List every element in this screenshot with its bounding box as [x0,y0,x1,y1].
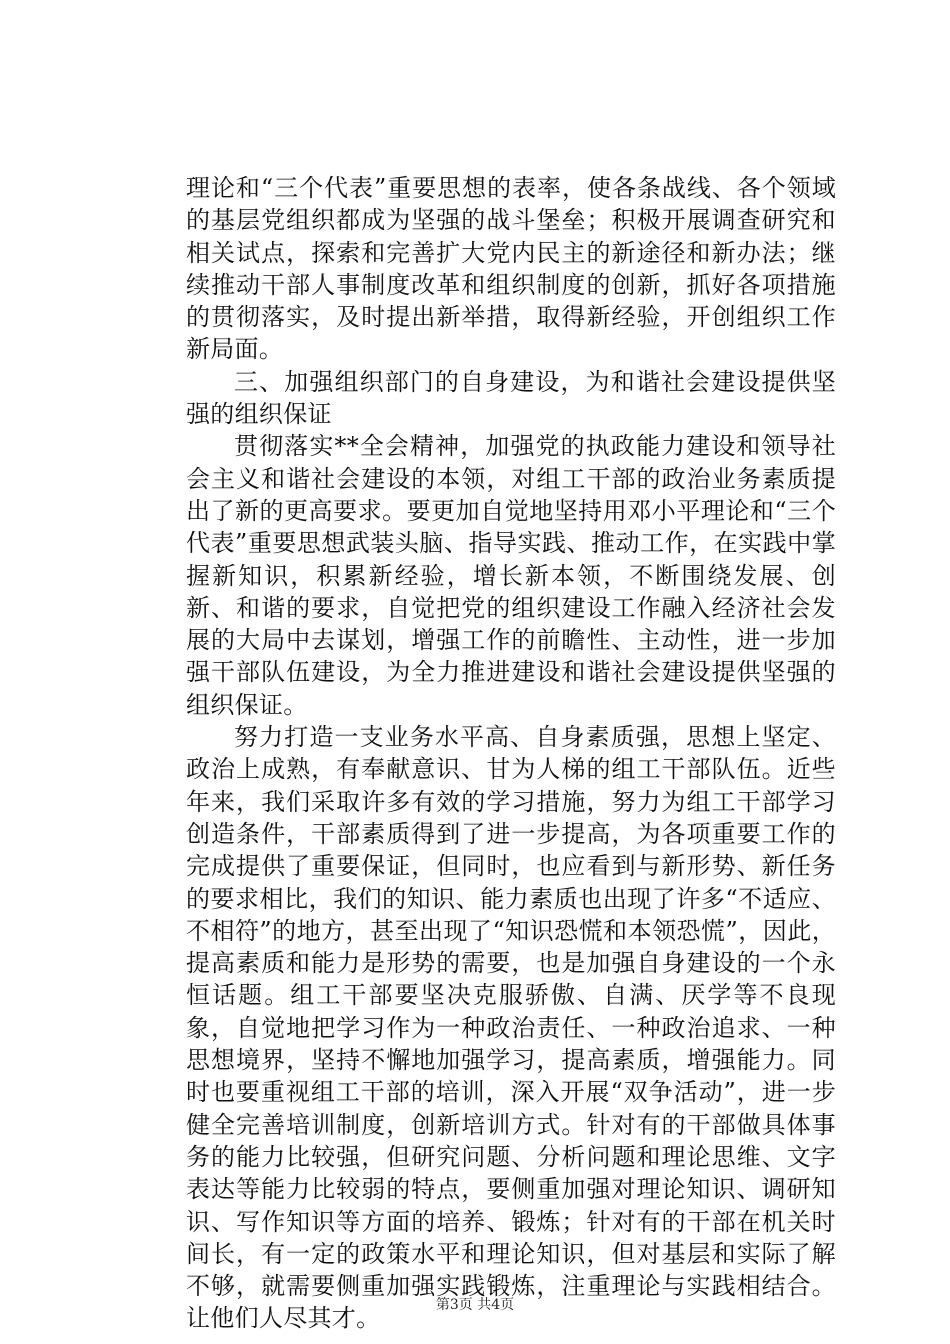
document-body [186,172,836,1335]
paragraph-continuation: 理论和“三个代表”重要思想的表率，使各条战线、各个领域的基层党组织都成为坚强的战斗堡垒；积极开展调查研究和相关试点，探索和完善扩大党内民主的新途径和新办法；继续推动干部人事制度改革和组织制度的创新，抓好各项措施的贯彻落实，及时提出新举措，取得新经验，开创组织工作新局面。 [186,174,836,364]
page-footer: 第3页 共4页 [435,1297,515,1313]
paragraph: 贯彻落实**全会精神，加强党的执政能力建设和领导社会主义和谐社会建设的本领，对组工干部的政治业务素质提出了新的更高要求。要更加自觉地坚持用邓小平理论和“三个代表”重要思想武装头脑、指导实践、推动工作，在实践中掌握新知识，积累新经验，增长新本领，不断围绕发展、创新、和谐的要求，自觉把党的组织建设工作融入经济社会发展的大局中去谋划，增强工作的前瞻性、主动性，进一步加强干部队伍建设，为全力推进建设和谐社会建设提供坚强的组织保证。 [186,432,836,719]
paragraph: 努力打造一支业务水平高、自身素质强，思想上坚定、政治上成熟，有奉献意识、甘为人梯的组工干部队伍。近些年来，我们采取许多有效的学习措施，努力为组工干部学习创造条件，干部素质得到了进一步提高，为各项重要工作的完成提供了重要保证，但同时，也应看到与新形势、新任务的要求相比，我们的知识、能力素质也出现了许多“不适应、不相符”的地方，甚至出现了“知识恐慌和本领恐慌”，因此，提高素质和能力是形势的需要，也是加强自身建设的一个永恒话题。组工干部要坚决克服骄傲、自满、厌学等不良现象，自觉地把学习作为一种政治责任、一种政治追求、一种思想境界，坚持不懈地加强学习，提高素质，增强能力。同时也要重视组工干部的培训，深入开展“双争活动”，进一步健全完善培训制度，创新培训方式。针对有的干部做具体事务的能力比较强，但研究问题、分析问题和理论思维、文字表达等能力比较弱的特点，要侧重加强对理论知识、调研知识、写作知识等方面的培养、锻炼；针对有的干部在机关时间长，有一定的政策水平和理论知识，但对基层和实际了解不够，就需要侧重加强实践锻炼，注重理论与实践相结合。让他们人尽其才。 [186,723,836,1333]
section-heading: 三、加强组织部门的自身建设，为和谐社会建设提供坚强的组织保证 [186,367,836,429]
